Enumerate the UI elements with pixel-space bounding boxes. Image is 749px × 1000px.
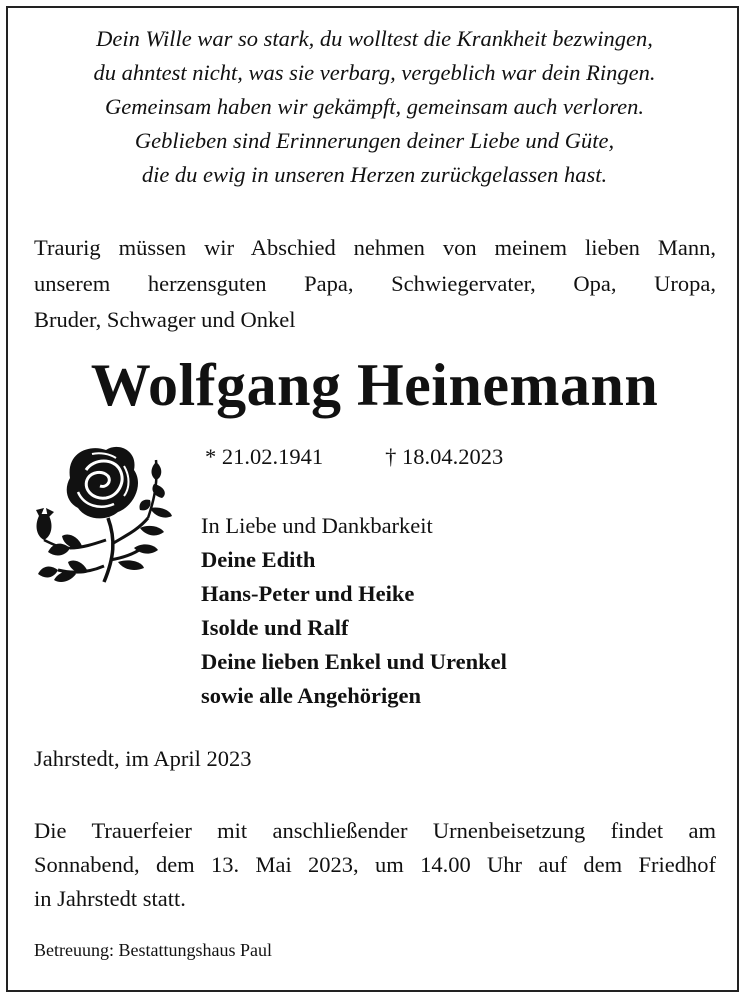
intro-line: Bruder, Schwager und Onkel [34,307,296,332]
place-date: Jahrstedt, im April 2023 [34,746,252,771]
ceremony-line: Sonnabend, dem 13. Mai 2023, um 14.00 Uhr auf dem Friedhof [34,852,716,877]
intro-line: unserem herzensguten Papa, Schwiegervater, Opa, Uropa, [34,271,716,296]
poem-line: Geblieben sind Erinnerungen deiner Liebe und Güte, [134,128,615,153]
ceremony-line: Die Trauerfeier mit anschließender Urnenbeisetzung findet am [34,818,716,843]
death-date: † 18.04.2023 [385,444,504,469]
life-dates [205,443,503,471]
mourner-name: Deine lieben Enkel und Urenkel [201,649,507,674]
ceremony-line: in Jahrstedt statt. [34,886,186,911]
deceased-name: Wolfgang Heinemann [90,352,659,418]
mourner-name: sowie alle Angehörigen [201,683,421,708]
mourners [201,509,507,713]
mourners-lead: In Liebe und Dankbarkeit [201,513,433,538]
poem-line: du ahntest nicht, was sie verbarg, vergeblich war dein Ringen. [93,60,656,85]
poem-line: Dein Wille war so stark, du wolltest die Krankheit bezwingen, [96,26,653,51]
poem-line: Gemeinsam haben wir gekämpft, gemeinsam auch verloren. [104,94,645,119]
mourner-name: Hans-Peter und Heike [201,581,415,606]
funeral-home: Betreuung: Bestattungshaus Paul [34,940,272,960]
mourner-name: Isolde und Ralf [201,615,349,640]
rose-icon [30,440,178,585]
ceremony-text [34,814,716,916]
intro-line: Traurig müssen wir Abschied nehmen von meinem lieben Mann, [34,235,716,260]
poem [20,22,729,192]
intro-text [34,230,716,338]
mourner-name: Deine Edith [201,547,316,572]
birth-date: * 21.02.1941 [205,444,324,469]
poem-line: die du ewig in unseren Herzen zurückgelassen hast. [141,162,608,187]
